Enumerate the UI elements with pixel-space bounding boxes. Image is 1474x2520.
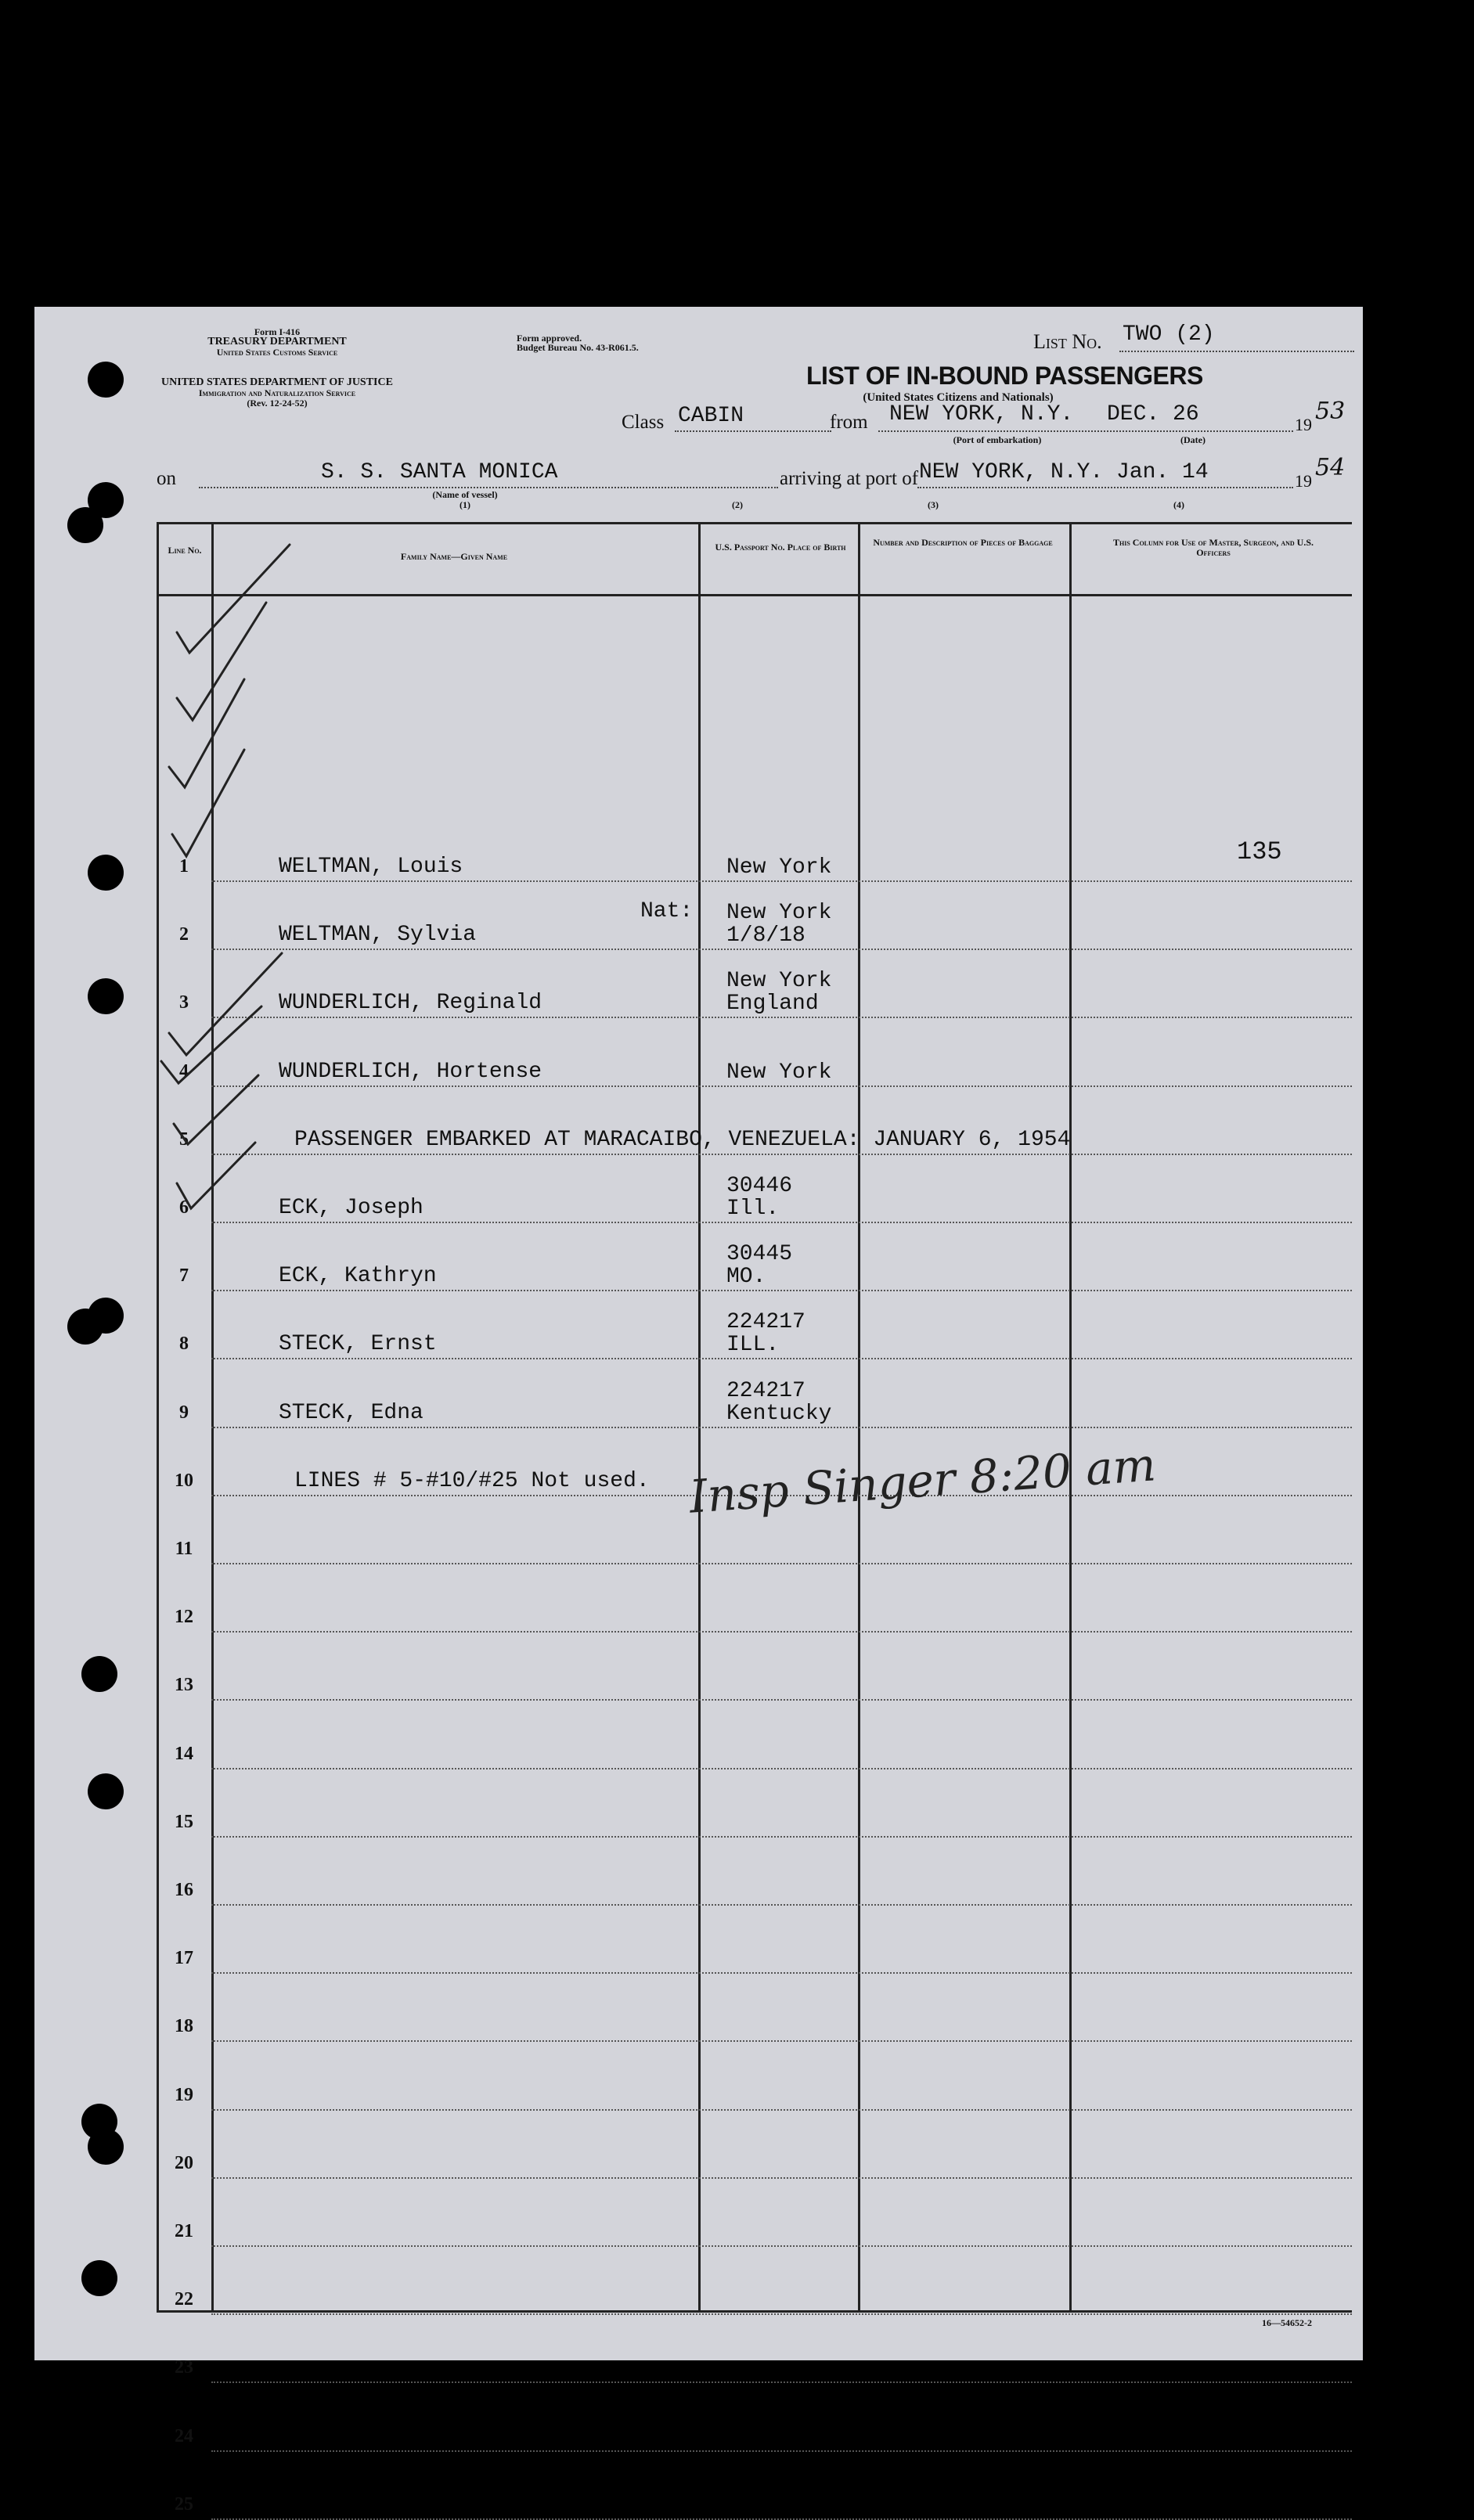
line-number: 21 (175, 2221, 193, 2241)
from-value: NEW YORK, N.Y. (889, 402, 1074, 427)
binder-hole (88, 362, 124, 398)
row-note: PASSENGER EMBARKED AT MARACAIBO, VENEZUELA: JANUARY 6, 1954 (294, 1127, 1071, 1152)
table-row (157, 1434, 1352, 1524)
class-value: CABIN (678, 404, 744, 428)
vessel-col-mark: (1) (459, 499, 470, 510)
footer-code: 16—54652-2 (1262, 2317, 1312, 2328)
date-caption: (Date) (1180, 434, 1206, 445)
table-row (157, 1229, 1352, 1291)
row-dotted-rule (211, 2245, 1352, 2247)
form-number: Form I-416 (254, 326, 301, 337)
on-label: on (157, 468, 176, 489)
line-number: 6 (179, 1197, 189, 1218)
officer-remark: 135 (1237, 837, 1282, 866)
passenger-name: STECK, Ernst (279, 1332, 437, 1357)
row-dotted-rule (211, 1427, 1352, 1428)
line-number: 7 (179, 1265, 189, 1287)
list-no-dots (1119, 351, 1354, 352)
line-number: 10 (175, 1470, 193, 1491)
customs-label: United States Customs Service (216, 347, 338, 358)
inspector-signature: Insp Singer 8:20 am (687, 1438, 1158, 1524)
arrival-value: NEW YORK, N.Y. Jan. 14 (919, 460, 1209, 484)
line-number: 24 (175, 2425, 193, 2446)
table-row (157, 2389, 1352, 2452)
table-row (157, 2457, 1352, 2520)
line-number: 16 (175, 1880, 193, 1900)
line-number: 19 (175, 2084, 193, 2105)
row-dotted-rule (211, 880, 1352, 882)
binder-hole (88, 978, 124, 1014)
passenger-name: WELTMAN, Sylvia (279, 923, 477, 948)
table-row (157, 2048, 1352, 2111)
row-dotted-rule (211, 1290, 1352, 1291)
table-row (157, 1707, 1352, 1769)
row-dotted-rule (211, 1085, 1352, 1087)
list-no-label: List No. (1033, 330, 1102, 353)
table-row (157, 819, 1352, 882)
row-dotted-rule (211, 1154, 1352, 1155)
line-number: 20 (175, 2152, 193, 2173)
table-row (157, 1638, 1352, 1701)
ins-label: Immigration and Naturalization Service (198, 387, 356, 398)
col-header-passport: U.S. Passport No. Place of Birth (715, 542, 846, 553)
table-row (157, 1366, 1352, 1428)
line-number: 8 (179, 1334, 189, 1355)
table-head-rule (157, 594, 1352, 596)
vessel-caption: (Name of vessel) (432, 489, 498, 500)
line-number: 25 (175, 2493, 193, 2515)
binder-hole (88, 855, 124, 891)
naturalization-label: Nat: (640, 899, 694, 924)
table-row (157, 1775, 1352, 1838)
column-mark-2: (2) (732, 499, 743, 510)
col-header-line: Line No. (168, 545, 202, 556)
line-number: 14 (175, 1743, 193, 1764)
row-dotted-rule (211, 2109, 1352, 2111)
col-header-officers: This Column for Use of Master, Surgeon, and U.S. Officers (1112, 537, 1314, 558)
passport-place-of-birth: New York England (726, 969, 832, 1017)
row-dotted-rule (211, 2313, 1352, 2315)
list-no-value: TWO (2) (1123, 322, 1215, 347)
table-row (157, 1843, 1352, 1906)
document-subtitle: (United States Citizens and Nationals) (863, 391, 1054, 404)
line-number: 17 (175, 1948, 193, 1969)
line-number: 18 (175, 2016, 193, 2037)
line-number: 3 (179, 992, 189, 1013)
year-suffix-1: 53 (1315, 398, 1346, 425)
table-row (157, 1570, 1352, 1633)
passport-place-of-birth: New York (726, 1060, 832, 1085)
table-row (157, 2252, 1352, 2315)
row-dotted-rule (211, 2518, 1352, 2520)
row-dotted-rule (211, 2450, 1352, 2452)
binder-hole (88, 2129, 124, 2165)
line-number: 22 (175, 2289, 193, 2310)
table-row (157, 887, 1352, 950)
line-number: 12 (175, 1607, 193, 1628)
row-dotted-rule (211, 2381, 1352, 2383)
table-row (157, 956, 1352, 1018)
budget-label: Budget Bureau No. 43-R061.5. (517, 342, 639, 353)
row-dotted-rule (211, 1563, 1352, 1564)
passenger-name: STECK, Edna (279, 1400, 423, 1425)
row-dotted-rule (211, 2177, 1352, 2179)
passport-place-of-birth: 224217 ILL. (726, 1310, 805, 1358)
binder-hole (81, 1656, 117, 1692)
row-note: LINES # 5-#10/#25 Not used. (294, 1468, 650, 1493)
row-dotted-rule (211, 1768, 1352, 1769)
revision-label: (Rev. 12-24-52) (247, 398, 308, 409)
line-number: 23 (175, 2357, 193, 2378)
passenger-name: WUNDERLICH, Reginald (279, 991, 542, 1016)
line-number: 15 (175, 1811, 193, 1832)
table-row (157, 1911, 1352, 1974)
row-dotted-rule (211, 1972, 1352, 1974)
year-prefix-1: 19 (1295, 415, 1312, 434)
passenger-name: WELTMAN, Louis (279, 855, 463, 879)
column-mark-4: (4) (1173, 499, 1184, 510)
table-row (157, 1297, 1352, 1359)
arrival-dots (917, 487, 1293, 488)
vessel-dots (199, 487, 778, 488)
table-top-rule (157, 522, 1352, 524)
row-dotted-rule (211, 949, 1352, 950)
passport-place-of-birth: 224217 Kentucky (726, 1378, 832, 1426)
approval-label: Form approved. (517, 333, 582, 344)
row-dotted-rule (211, 1222, 1352, 1223)
row-dotted-rule (211, 1631, 1352, 1633)
line-number: 11 (175, 1539, 193, 1559)
passport-place-of-birth: New York 1/8/18 (726, 901, 832, 949)
table-row (157, 1502, 1352, 1564)
table-row (157, 2184, 1352, 2247)
passenger-name: ECK, Kathryn (279, 1264, 437, 1289)
class-label: Class (622, 412, 665, 433)
passenger-name: ECK, Joseph (279, 1196, 423, 1220)
row-dotted-rule (211, 1358, 1352, 1359)
treasury-label: TREASURY DEPARTMENT (207, 336, 347, 347)
row-dotted-rule (211, 1017, 1352, 1018)
from-dots (878, 430, 1293, 432)
passenger-name: WUNDERLICH, Hortense (279, 1059, 542, 1084)
passport-place-of-birth: 30445 MO. (726, 1242, 793, 1290)
passport-place-of-birth: New York (726, 855, 832, 880)
line-number: 4 (179, 1060, 189, 1082)
col-header-baggage: Number and Description of Pieces of Baggage (873, 537, 1053, 548)
row-dotted-rule (211, 1699, 1352, 1701)
vessel-name: S. S. SANTA MONICA (321, 460, 558, 484)
table-row (157, 1979, 1352, 2042)
from-label: from (830, 412, 868, 433)
col-header-name: Family Name—Given Name (400, 551, 508, 562)
class-dots (675, 430, 831, 432)
binder-hole (81, 2260, 117, 2296)
line-number: 9 (179, 1402, 189, 1423)
justice-label: UNITED STATES DEPARTMENT OF JUSTICE (161, 376, 393, 388)
line-number: 1 (179, 856, 189, 877)
arriving-label: arriving at port of (780, 468, 919, 489)
embark-date: DEC. 26 (1107, 402, 1199, 427)
binder-hole (88, 1773, 124, 1809)
line-number: 13 (175, 1675, 193, 1696)
passport-place-of-birth: 30446 Ill. (726, 1174, 793, 1221)
table-row (157, 1093, 1352, 1155)
table-row (157, 1161, 1352, 1223)
year-suffix-2: 54 (1315, 454, 1346, 481)
port-embarkation-caption: (Port of embarkation) (953, 434, 1042, 445)
table-row (157, 2317, 1352, 2383)
binder-hole (88, 1298, 124, 1334)
row-dotted-rule (211, 1904, 1352, 1906)
table-row (157, 2116, 1352, 2179)
document-title: LIST OF IN-BOUND PASSENGERS (806, 362, 1203, 390)
manifest-sheet (34, 307, 1363, 2515)
column-mark-3: (3) (928, 499, 939, 510)
row-dotted-rule (211, 1836, 1352, 1838)
binder-hole (67, 507, 103, 543)
line-number: 2 (179, 924, 189, 945)
line-number: 5 (179, 1129, 189, 1150)
table-row (157, 1024, 1352, 1087)
year-prefix-2: 19 (1295, 471, 1312, 491)
row-dotted-rule (211, 2040, 1352, 2042)
